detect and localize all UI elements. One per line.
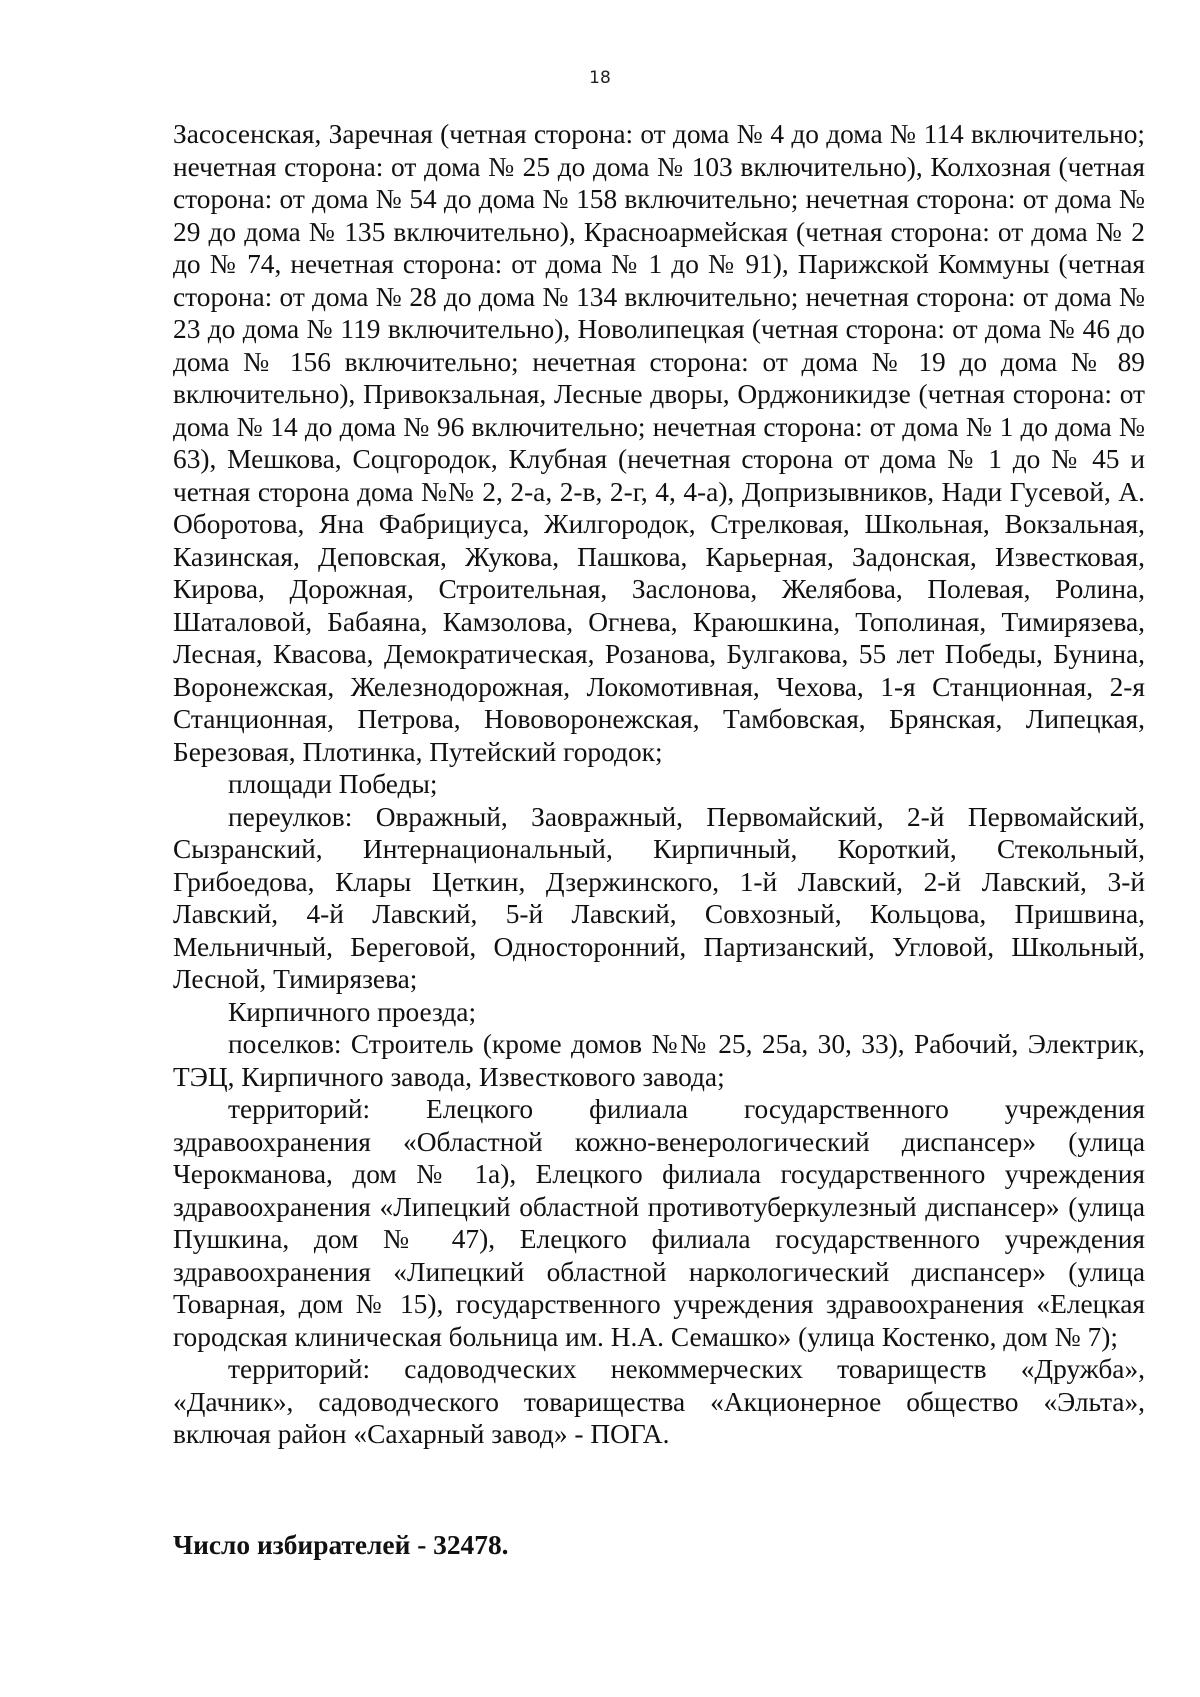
paragraph-settlements: поселков: Строитель (кроме домов №№ 25, 25а, 30, 33), Рабочий, Электрик, ТЭЦ, Кирпичного завода, Известкового завода; bbox=[173, 1029, 1145, 1092]
paragraph-squares: площади Победы; bbox=[228, 769, 438, 799]
paragraph-streets: Засосенская, Заречная (четная сторона: от дома № 4 до дома № 114 включительно; нечетная сторона: от дома № 25 до дома № 103 включительно), Колхозная (четная сторона: от дома № 54 до дома № 158 включительно; нечетная сторона: от дома № 29 до дома № 135 включительно), Красноармейская (четная сторона: от дома № 2 до № 74, нечетная сторона: от дома № 1 до № 91), Парижской Коммуны (четная сторона: от дома № 28 до дома № 134 включительно; нечетная сторона: от дома № 23 до дома № 119 включительно), Новолипецкая (четная сторона: от дома № 46 до дома № 156 включительно; нечетная сторона: от дома № 19 до дома № 89 включительно), Привокзальная, Лесные дворы, Орджоникидзе (четная сторона: от дома № 14 до дома № 96 включительно; нечетная сторона: от дома № 1 до дома № 63), Мешкова, Соцгородок, Клубная (нечетная сторона от дома № 1 до № 45 и четная сторона дома №№ 2, 2-а, 2-в, 2-г, 4, 4-а), Допризывников, Нади Гусевой, А. Оборотова, Яна Фабрициуса, Жилгородок, Стрелковая, Школьная, Вокзальная, Казинская, Деповская, Жукова, Пашкова, Карьерная, Задонская, Известковая, Кирова, Дорожная, Строительная, Заслонова, Желябова, Полевая, Ролина, Шаталовой, Бабаяна, Камзолова, Огнева, Краюшкина, Тополиная, Тимирязева, Лесная, Квасова, Демократическая, Розанова, Булгакова, 55 лет Победы, Бунина, Воронежская, Железнодорожная, Локомотивная, Чехова, 1-я Станционная, 2-я Станционная, Петрова, Нововоронежская, Тамбовская, Брянская, Липецкая, Березовая, Плотинка, Путейский городок; bbox=[173, 119, 1145, 767]
paragraph-lanes: переулков: Овражный, Заовражный, Первомайский, 2-й Первомайский, Сызранский, Интернациональный, Кирпичный, Короткий, Стекольный, Грибоедова, Клары Цеткин, Дзержинского, 1-й Лавский, 2-й Лавский, 3-й Лавский, 4-й Лавский, 5-й Лавский, Совхозный, Кольцова, Пришвина, Мельничный, Береговой, Односторонний, Партизанский, Угловой, Школьный, Лесной, Тимирязева; bbox=[173, 801, 1145, 994]
voters-count: Число избирателей - 32478. bbox=[173, 1530, 509, 1560]
paragraph-territories-gardening: территорий: садоводческих некоммерческих товариществ «Дружба», «Дачник», садоводческого товарищества «Акционерное общество «Эльта», включая район «Сахарный завод» - ПОГА. bbox=[173, 1354, 1145, 1449]
paragraph-territories-medical: территорий: Елецкого филиала государственного учреждения здравоохранения «Областной кожно-венерологический диспансер» (улица Черокманова, дом № 1а), Елецкого филиала государственного учреждения здравоохранения «Липецкий областной противотуберкулезный диспансер» (улица Пушкина, дом № 47), Елецкого филиала государственного учреждения здравоохранения «Липецкий областной наркологический диспансер» (улица Товарная, дом № 15), государственного учреждения здравоохранения «Елецкая городская клиническая больница им. Н.А. Семашко» (улица Костенко, дом № 7); bbox=[173, 1094, 1145, 1352]
paragraph-passage: Кирпичного проезда; bbox=[228, 996, 477, 1027]
page-number: 18 bbox=[589, 68, 611, 88]
document-body bbox=[173, 118, 1145, 1451]
